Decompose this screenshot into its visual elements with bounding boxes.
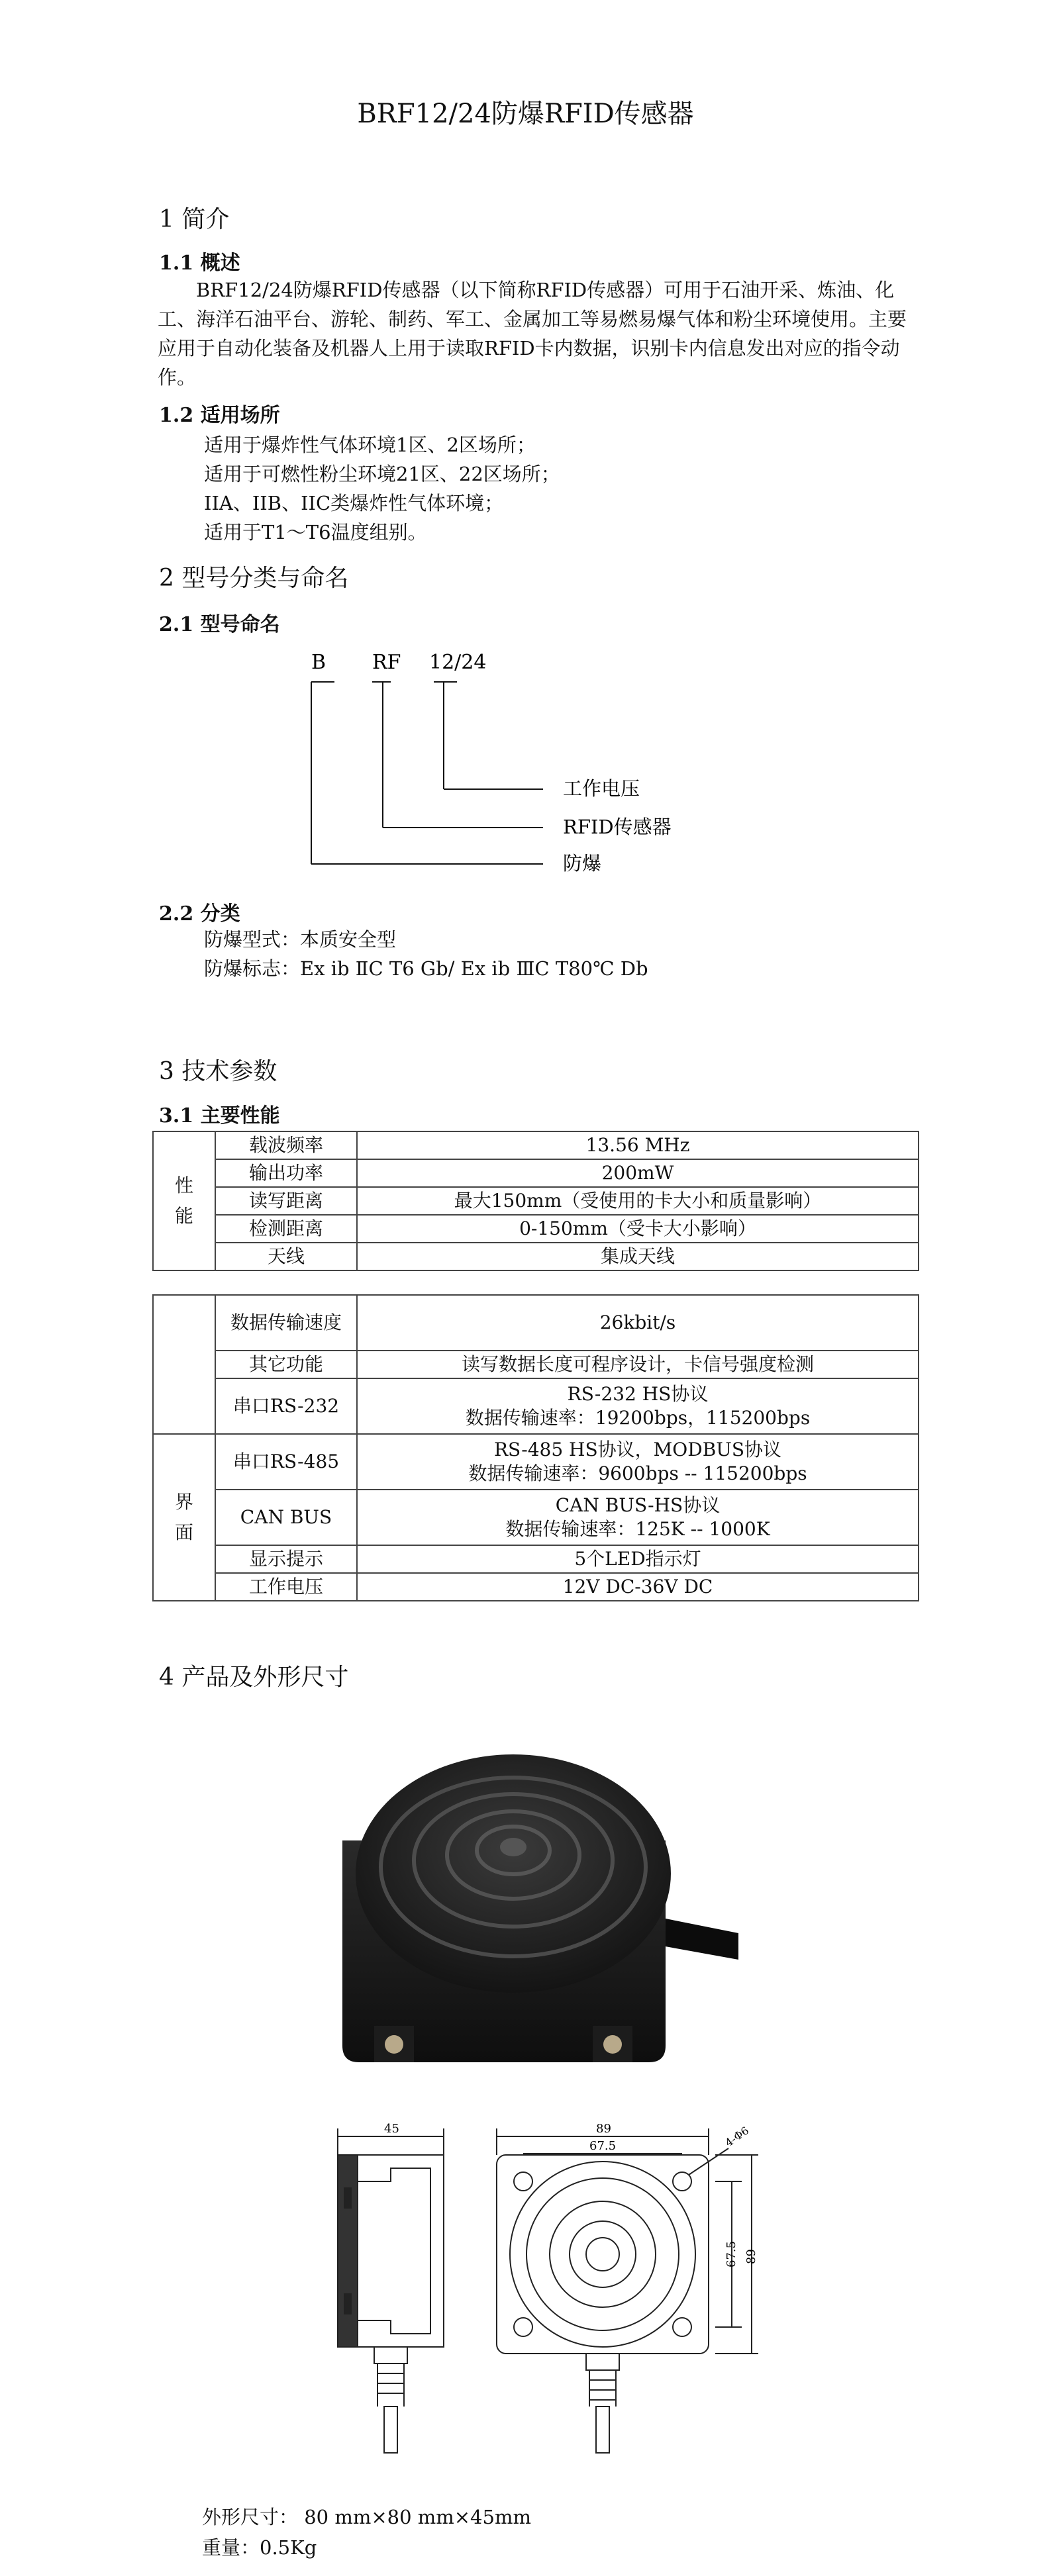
weight: 重量：0.5Kg [202,2536,317,2559]
side-gland-top [374,2347,407,2363]
applicable-line-1: 适用于爆炸性气体环境1区、2区场所； [204,434,536,456]
section-4-heading: 4 产品及外形尺寸 [159,1664,349,1691]
applicable-line-2: 适用于可燃性粉尘环境21区、22区场所； [204,463,560,485]
value-line: RS-485 HS协议，MODBUS协议 [493,1439,782,1460]
section-1-2-heading: 1.2 适用场所 [159,404,280,427]
dim-side-width: 45 [384,2122,399,2136]
row-label: 串口RS-232 [215,1378,357,1434]
front-dome-ring [550,2201,656,2307]
dim-hole-spacing-v: 67.5 [725,2240,738,2267]
performance-table [152,1131,919,1271]
row-label: 显示提示 [215,1545,357,1573]
interface-table [152,1294,919,1601]
row-label: 串口RS-485 [215,1434,357,1490]
front-gland-thread [589,2370,616,2407]
dim-front-width: 89 [596,2122,611,2136]
front-cable [596,2407,609,2453]
mount-hole [673,2318,691,2336]
section-2-heading: 2 型号分类与命名 [159,565,349,592]
protection-mark: 防爆标志：Ex ib ⅡC T6 Gb/ Ex ib ⅢC T80℃ Db [204,957,648,980]
overview-paragraph: BRF12/24防爆RFID传感器（以下简称RFID传感器）可用于石油开采、炼油、化工、海洋石油平台、游轮、制药、军工、金属加工等易燃易爆气体和粉尘环境使用。主要应用于自动化装备及机器人上用于读取RFID卡内数据，识别卡内信息发出对应的指令动作。 [158,279,907,389]
naming-connector-lines [311,682,543,864]
document-title: BRF12/24防爆RFID传感器 [357,99,694,129]
label-rfid: RFID传感器 [563,816,672,838]
group-performance: 性能 [153,1131,215,1270]
dim-hole-note: 4-Φ6 [723,2124,752,2150]
mount-hole [514,2172,532,2191]
side-gland-thread [377,2363,404,2407]
front-gland-top [586,2354,619,2370]
protection-type: 防爆型式：本质安全型 [204,928,397,951]
side-view-profile [358,2168,430,2334]
value-line: 数据传输速率：9600bps -- 115200bps [468,1462,807,1484]
section-3-1-heading: 3.1 主要性能 [159,1104,280,1127]
screw-left [385,2035,403,2054]
front-dome-ring [586,2238,619,2271]
dimension-drawing [318,2115,781,2512]
row-label: 其它功能 [215,1351,357,1378]
row-value: 12V DC-36V DC [357,1573,919,1601]
section-1-heading: 1 简介 [159,206,230,233]
side-view-slot [344,2188,351,2208]
row-label: CAN BUS [215,1490,357,1545]
code-b: B [311,651,326,674]
row-value: 集成天线 [357,1243,919,1270]
dim-front-height: 89 [744,2249,758,2264]
row-value: 最大150mm（受使用的卡大小和质量影响） [357,1187,919,1215]
dome-center [500,1838,526,1856]
model-naming-diagram [285,645,715,890]
row-label: 读写距离 [215,1187,357,1215]
section-2-1-heading: 2.1 型号命名 [159,613,280,636]
row-value [357,1378,919,1434]
row-value: 13.56 MHz [357,1131,919,1159]
row-value: 5个LED指示灯 [357,1545,919,1573]
group-interface: 界面 [153,1434,215,1601]
side-view-base [338,2155,358,2347]
applicable-line-3: IIA、IIB、IIC类爆炸性气体环境； [204,492,504,514]
row-label: 检测距离 [215,1215,357,1243]
front-view-outline [497,2155,709,2354]
value-line: 数据传输速率：125K -- 1000K [505,1518,770,1540]
section-3-heading: 3 技术参数 [159,1058,277,1085]
row-value: 读写数据长度可程序设计，卡信号强度检测 [357,1351,919,1378]
row-value [357,1434,919,1490]
row-value: 26kbit/s [357,1295,919,1351]
side-view-slot [344,2294,351,2314]
value-line: RS-232 HS协议 [567,1383,709,1405]
row-label: 工作电压 [215,1573,357,1601]
mount-hole [514,2318,532,2336]
value-line: 数据传输速率：19200bps，115200bps [465,1407,811,1429]
section-2-2-heading: 2.2 分类 [159,902,240,926]
dim-hole-spacing-h: 67.5 [589,2139,617,2153]
label-explosion-proof: 防爆 [563,852,602,875]
side-cable [384,2407,397,2453]
mount-hole [673,2172,691,2191]
row-value: 200mW [357,1159,919,1187]
row-value: 0-150mm（受卡大小影响） [357,1215,919,1243]
applicable-line-4: 适用于T1～T6温度组别。 [204,521,427,544]
front-dome-outline [510,2162,695,2347]
screw-right [603,2035,622,2054]
section-1-1-heading: 1.1 概述 [159,252,240,275]
value-line: CAN BUS-HS协议 [555,1494,721,1516]
code-rf: RF [372,651,401,674]
row-label: 载波频率 [215,1131,357,1159]
row-label: 输出功率 [215,1159,357,1187]
row-label: 数据传输速度 [215,1295,357,1351]
outline-dimensions: 外形尺寸： 80 mm×80 mm×45mm [202,2506,531,2528]
product-photo [334,1735,745,2105]
group-blank [153,1295,215,1434]
row-label: 天线 [215,1243,357,1270]
label-voltage: 工作电压 [563,777,640,800]
row-value [357,1490,919,1545]
code-voltage: 12/24 [429,651,487,674]
front-dome-ring [570,2221,636,2287]
